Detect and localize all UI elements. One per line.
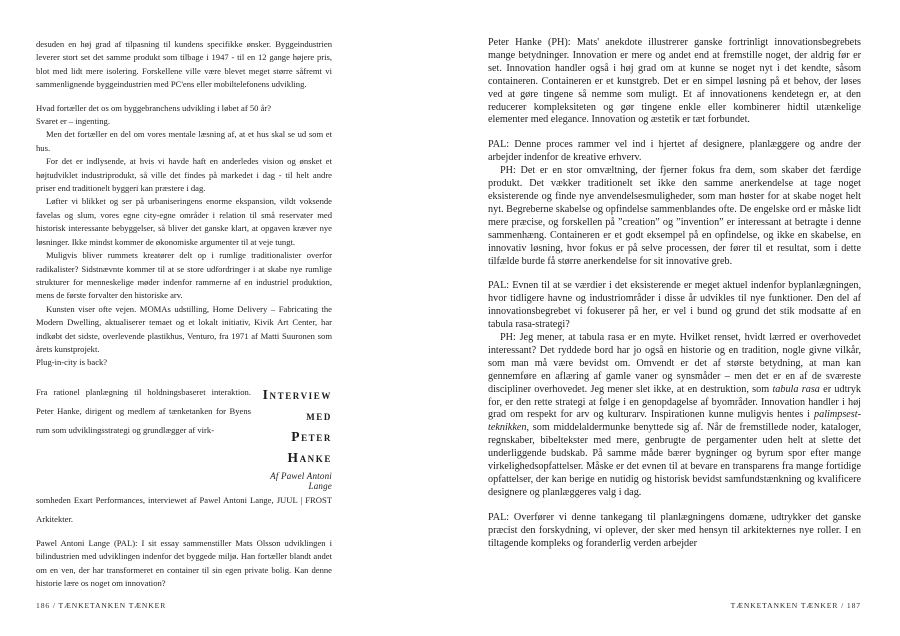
paragraph: [488, 37, 861, 127]
right-page: [488, 0, 861, 636]
paragraph: [36, 115, 332, 128]
interview-intro-wide: somheden Exart Performances, interviewet af Pawel Antoni Lange, JUUL | FROST Arkitekter.: [36, 494, 332, 524]
italic-text-run: palimpsest-teknikken: [488, 409, 861, 434]
interview-byline: Af Pawel Antoni Lange: [270, 470, 332, 491]
interview-heading: [251, 383, 332, 491]
paragraph: [36, 38, 332, 92]
paragraph-spacer: [488, 127, 861, 139]
text-run: PAL: Denne proces rammer vel ind i hjertet af designere, planlæggere og andre der arbejder indenfor de kreative erhverv.: [488, 139, 861, 164]
left-paragraphs: [36, 38, 332, 370]
text-run: For det er indlysende, at hvis vi havde haft en anderledes vision og ønsket et højtudviklet industriprodukt, så ville det findes på markedet i dag - til helt andre priser end traditionelt byggeri kan præstere i dag.: [36, 156, 332, 194]
text-run: Muligvis bliver rummets kreatører delt op i rumlige traditionalister overfor radikalister? Sidstnævnte kommer til at se store udfordringer i at skabe nye rumlige strukturer for menneskelige møder indenfor rammerne af en industriel produktion, mens de første forvalter den historiske arv.: [36, 250, 332, 301]
paragraph: [488, 165, 861, 268]
left-page-footer: 186 / TÆNKETANKEN TÆNKER: [36, 601, 167, 610]
left-page: [36, 0, 411, 636]
right-text-column: [488, 37, 861, 551]
text-run: Men det fortæller en del om vores mentale læsning af, at et hus skal se ud som et hus.: [36, 129, 332, 153]
interview-intro-narrow: Fra rationel planlægning til holdningsbaseret interaktion. Peter Hanke, dirigent og medlem af tænketanken for Byens rum som udviklingsstrategi og grundlægger af virk-: [36, 386, 251, 435]
paragraph: [36, 102, 332, 115]
interview-heading-line2: Peter Hanke: [287, 428, 332, 465]
paragraph: [36, 356, 332, 369]
paragraph-spacer: [36, 92, 332, 102]
text-run: PH: Det er en stor omvæltning, der fjerner fokus fra dem, som skaber det færdige produkt. Det vækker traditionelt set ikke den samme anerkendelse at tage noget eksisterende og finde nye anvendelsesmuligheder, som man høster for at skabe noget helt nyt. Begreberne skabelse og opfindelse sammenblandes ofte. De engelske ord er måske lidt mere præcise, og forskellen på ”creation” og ”invention” er interessant at betragte i denne sammenhæng. Containeren er et godt eksempel på en opfindelse, og ikke en skabelse, en innovativ løsning, hvor fokus er på selve processen, der fører til et resultat, som i dette tilfælde burde få større anerkendelse for sit innovative greb.: [488, 165, 861, 267]
text-run: Kunsten viser ofte vejen. MOMAs udstilling, Home Delivery – Fabricating the Modern Dwelling, aktualiserer temaet og et lokalt initiativ, Kivik Art Center, har indkøbt det sidste, overlevende plastikhus, Venturo, fra 1971 af Matti Suuronen som årets kunstprojekt.: [36, 303, 332, 354]
text-run: PH: Jeg mener, at tabula rasa er en myte. Hvilket renset, hvidt lærred er overhovedet interessant? Det ryddede bord har jo også en historie og en tradition, nogle givne vilkår, som man må være bevidst om. Omvendt er det af største betydning, at man kan gennemføre en aflæring af gamle vaner og synsmåder – men det er en af de sværeste discipliner overhovedet. Jeg mener slet ikke, at en destruktion, som: [488, 332, 861, 395]
paragraph: [488, 280, 861, 332]
text-run: , som middelaldermunke benyttede sig af. Når de fremstillede noder, kataloger, regnskaber, bibeltekster med mere, genbrugte de pergamenter uden helt at slette det underliggende budskab. På samme måde bærer bygninger og byrum spor efter mange virkelighedsopfattelser. Måske er det evnen til at bevare en transparens fra mange fortidige opfattelser, der kan berige en nutidig og historisk bevidst samfundstænkning og kvalificere designere og planlæggeres valg i dag.: [488, 422, 861, 498]
paragraph: [36, 303, 332, 357]
interview-question-paragraph: Pawel Antoni Lange (PAL): I sit essay sammenstiller Mats Olsson udviklingen i bilindustrien med udviklingen indenfor det byggede miljø. Han fortæller blandt andet om en ven, der har transformeret en container til sin egen private bolig. Kan denne historie lære os noget om innovation?: [36, 537, 332, 588]
text-run: PAL: Evnen til at se værdier i det eksisterende er meget aktuel indenfor byplanlægningen, hvor tidligere havne og industriområder i disse år udvikles til nye funktioner. Den del af innovationsbegrebet vi fokuserer på her, er vel i bund og grund det stik modsatte af en tabula rasa-strategi?: [488, 280, 861, 331]
text-run: Peter Hanke (PH): Mats' anekdote illustrerer ganske fortrinligt innovationsbegrebets mange betydninger. Innovation er mere og andet end at fremstille noget, der aldrig før er set. Innovation handler også i høj grad om at kunne se noget nyt i det kendte, såsom containeren. Containeren er et kunstgreb. Det er en simpel løsning på et behov, der løses ved at gøre tingene så nemme som muligt. Et af innovationens kendetegn er, at den reducerer kompleksiteten og gør tingene enkle eller kombinerer hidtil utænkelige elementer med elegance. Innovation og æstetik er tæt forbundet.: [488, 37, 861, 126]
right-paragraphs: [488, 37, 861, 551]
paragraph: [36, 249, 332, 303]
interview-heading-line1: Interview med: [262, 386, 332, 423]
paragraph-spacer: [488, 268, 861, 280]
paragraph: [36, 155, 332, 195]
text-run: Svaret er – ingenting.: [36, 116, 110, 127]
paragraph: [488, 332, 861, 500]
paragraph: [488, 139, 861, 165]
text-run: er udtryk for, er den rette strategi at følge i en genopdagelse af byområder. Innovation handler i høj grad om respekt for arv og kulturarv. Inspirationen kunne muligvis hentes i: [488, 383, 861, 421]
paragraph: [36, 128, 332, 155]
paragraph: [36, 195, 332, 249]
text-run: Plug-in-city is back?: [36, 357, 108, 368]
italic-text-run: tabula rasa: [772, 383, 820, 395]
text-run: desuden en høj grad af tilpasning til kundens specifikke ønsker. Byggeindustrien leverer stort set det samme produkt som tilbage i 1947 - til en 12 gange højere pris, blot med lidt mere isolering. Forskellene ville være blevet meget større såfremt vi sammenlignende byggeindustrien med PC'ens eller mobiltelefonens udvikling.: [36, 39, 332, 90]
right-page-footer: TÆNKETANKEN TÆNKER / 187: [730, 601, 861, 610]
paragraph: [488, 512, 861, 551]
text-run: PAL: Overfører vi denne tankegang til planlægningens domæne, udtrykker det ganske præcist den forskydning, vi oplever, der sker med hensyn til arkitekternes nye roller. I en tiltagende kompleks og foranderlig verden arbejder: [488, 511, 861, 549]
text-run: Hvad fortæller det os om byggebranchens udvikling i løbet af 50 år?: [36, 102, 272, 113]
text-run: Løfter vi blikket og ser på urbaniseringens enorme ekspansion, vildt voksende favelas og slum, vores egne city-egne områder i relation til små reservater med historisk interessante bebyggelser, så bliver det ganske klart, at opgaven kræver nye løsninger. Ikke mindst kommer de økonomiske argumenter til at veje tungt.: [36, 196, 332, 247]
interview-intro-row: [36, 383, 332, 491]
paragraph-spacer: [488, 500, 861, 512]
left-text-column: [36, 38, 332, 590]
